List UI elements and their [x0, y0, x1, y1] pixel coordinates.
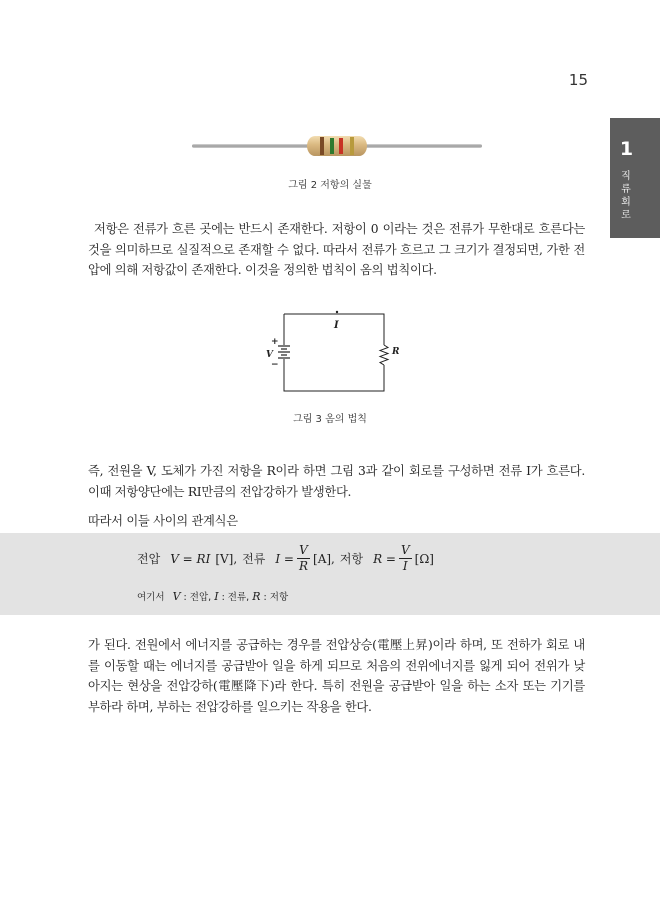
paragraph-4: 가 된다. 전원에서 에너지를 공급하는 경우를 전압상승(電壓上昇)이라 하며, 또 전하가 회로 내를 이동할 때는 에너지를 공급받아 일을 하게 되므로 처음의 전위에너지를 잃게 되어 전위가 낮아지는 현상을 전압강하(電壓降下)라 한다. 특히 전원을 공급받아 일을 하는 소자 또는 기기를 부하라 하며, 부하는 전압강하를 일으키는 작용을 한다.	[88, 638, 585, 714]
voltage-label: V	[266, 350, 273, 360]
where-v-symbol: V	[172, 590, 181, 603]
where-i-desc: : 전류,	[221, 592, 250, 603]
where-i-symbol: I	[214, 590, 219, 603]
ohms-law-circuit	[264, 307, 404, 397]
where-r-symbol: R	[252, 590, 261, 603]
resistor-label: R	[392, 347, 400, 357]
band-red	[339, 138, 343, 154]
resistor-image	[192, 133, 482, 159]
figure-3-caption: 그림 3 옴의 법칙	[293, 414, 367, 425]
paragraph-3: 따라서 이들 사이의 관계식은	[88, 514, 238, 528]
resistance-denominator: I	[402, 559, 408, 573]
where-r-desc: : 저항	[263, 592, 289, 603]
page-number: 15	[568, 71, 588, 89]
plus-label: +	[271, 337, 279, 347]
paragraph-2: 즉, 전원을 V, 도체가 가진 저항을 R이라 하면 그림 3과 같이 회로를 구성하면 전류 I가 흐른다. 이때 저항양단에는 RI만큼의 전압강하가 발생한다.	[88, 464, 585, 499]
ohms-law-formula	[137, 543, 434, 574]
formula-box	[0, 533, 660, 615]
separator: ,	[331, 551, 335, 566]
resistance-numerator: V	[400, 543, 410, 557]
minus-label: −	[271, 360, 279, 370]
voltage-unit: [V]	[215, 551, 234, 566]
resistance-word: 저항	[339, 552, 364, 566]
where-v-desc: : 전압,	[183, 592, 212, 603]
current-lhs: I =	[275, 551, 294, 566]
band-green	[330, 138, 334, 154]
current-label: I	[334, 320, 339, 331]
figure-2-caption: 그림 2 저항의 실물	[288, 180, 372, 191]
resistance-fraction	[399, 543, 412, 574]
current-unit: [A]	[313, 551, 332, 566]
paragraph-1: 저항은 전류가 흐른 곳에는 반드시 존재한다. 저항이 0 이라는 것은 전류가 무한대로 흐른다는 것을 의미하므로 실질적으로 존재할 수 없다. 따라서 전류가 흐르고 그 크기가 결정되면, 가한 전압에 의해 저항값이 존재한다. 이것을 정의한 법칙이 옴의 법칙이다.	[88, 222, 585, 277]
current-word: 전류	[242, 552, 266, 566]
chapter-number: 1	[619, 138, 634, 160]
voltage-expression: V = RI	[170, 551, 211, 566]
where-prefix: 여기서	[137, 592, 165, 603]
chapter-title: 직류회로	[621, 171, 631, 221]
voltage-word: 전압	[137, 552, 161, 566]
resistance-unit: [Ω]	[414, 551, 434, 566]
band-gold	[350, 137, 354, 155]
current-denominator: R	[298, 559, 309, 573]
band-brown	[320, 137, 324, 155]
current-fraction	[297, 543, 310, 574]
where-line	[137, 589, 288, 603]
resistance-lhs: R =	[373, 551, 396, 566]
current-numerator: V	[299, 543, 308, 557]
separator: ,	[233, 551, 238, 566]
